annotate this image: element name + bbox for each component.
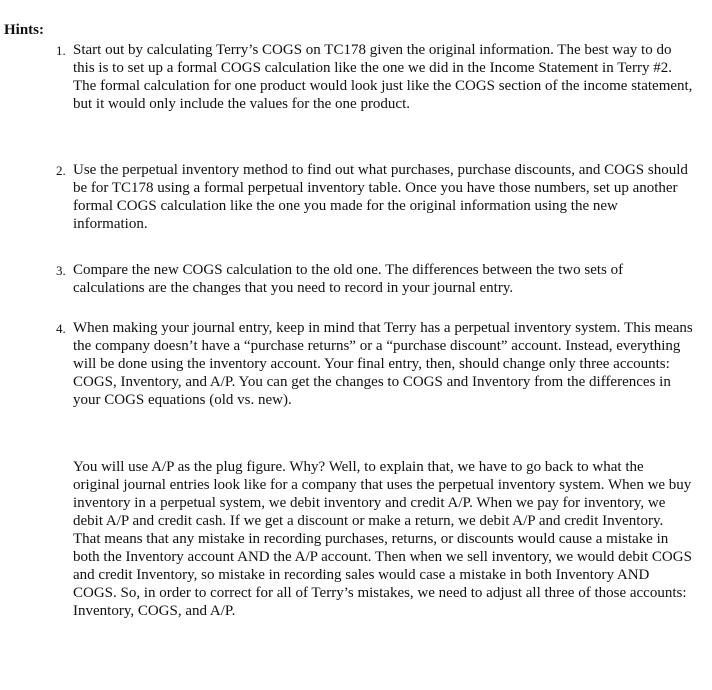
hint-number: 4.: [56, 321, 66, 336]
hints-heading: Hints:: [4, 22, 45, 38]
hint-text: Compare the new COGS calculation to the old one. The differences between the two sets of calculations are the changes that you need to record in your journal entry.: [73, 262, 624, 296]
hint-number: 1.: [56, 43, 66, 58]
hint-number: 2.: [56, 163, 66, 178]
hint-text: Use the perpetual inventory method to find out what purchases, purchase discounts, and COGS should be for TC178 using a formal perpetual inventory table. Once you have those numbers, set up another formal COGS calculation like the one you made for the original information using the new information.: [73, 162, 688, 232]
hint-item-3: [56, 261, 693, 297]
hint-item-2: [56, 161, 693, 233]
hint-item-4: [56, 319, 693, 409]
closing-paragraph: You will use A/P as the plug figure. Why? Well, to explain that, we have to go back to what the original journal entries look like for a company that uses the perpetual inventory system. When we buy inventory in a perpetual system, we debit inventory and credit A/P. When we pay for inventory, we debit A/P and credit cash. If we get a discount or make a return, we debit A/P and credit Inventory. That means that any mistake in recording purchases, returns, or discounts would cause a mistake in both the Inventory account AND the A/P account. Then when we sell inventory, we would debit COGS and credit Inventory, so mistake in recording sales would case a mistake in both Inventory AND COGS. So, in order to correct for all of Terry’s mistakes, we need to adjust all three of those accounts: Inventory, COGS, and A/P.: [73, 459, 692, 619]
hint-number: 3.: [56, 263, 66, 278]
hint-text: When making your journal entry, keep in mind that Terry has a perpetual inventory system. This means the company doesn’t have a “purchase returns” or a “purchase discount” account. Instead, everything will be done using the inventory account. Your final entry, then, should change only three accounts: COGS, Inventory, and A/P. You can get the changes to COGS and Inventory from the differences in your COGS equations (old vs. new).: [73, 320, 693, 408]
hint-text: Start out by calculating Terry’s COGS on TC178 given the original information. The best way to do this is to set up a formal COGS calculation like the one we did in the Income Statement in Terry #2. The formal calculation for one product would look just like the COGS section of the income statement, but it would only include the values for the one product.: [73, 42, 693, 112]
hint-item-1: [56, 41, 693, 113]
